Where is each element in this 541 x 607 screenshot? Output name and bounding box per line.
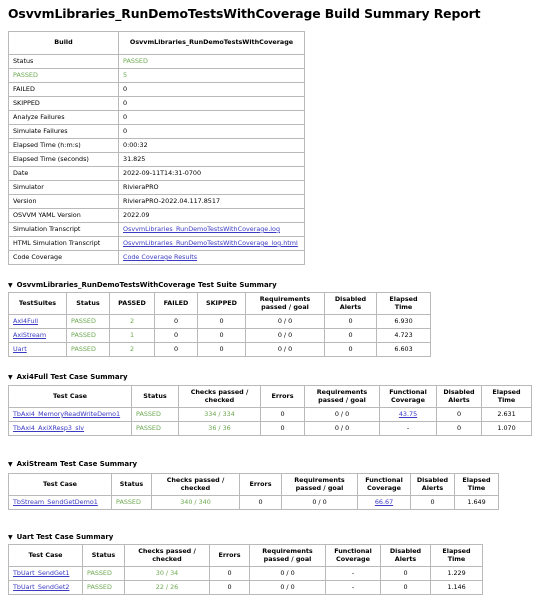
requirements-cell: 0 / 0 [250, 581, 326, 595]
errors-cell: 0 [240, 496, 282, 510]
page-title: OsvvmLibraries_RunDemoTestsWithCoverage Build Summary Report [8, 6, 481, 21]
code-coverage-link[interactable]: Code Coverage Results [123, 252, 198, 261]
column-header: Errors [240, 474, 282, 496]
column-header: TestSuites [9, 293, 67, 315]
functional-coverage-link[interactable]: 43.75 [398, 409, 418, 418]
build-row-label: OSVVM YAML Version [9, 209, 119, 223]
elapsed-time-cell: 1.070 [482, 422, 532, 436]
table-row [9, 422, 532, 436]
requirements-cell: 0 / 0 [305, 422, 380, 436]
skipped-cell: 0 [198, 315, 246, 329]
suite-summary-heading: OsvvmLibraries_RunDemoTestsWithCoverage Test Suite Summary [16, 281, 277, 289]
suite-summary-table [8, 292, 431, 357]
column-header: Requirements passed / goal [282, 474, 358, 496]
errors-cell: 0 [261, 408, 305, 422]
build-row-value: RivieraPRO-2022.04.117.8517 [119, 195, 305, 209]
triangle-down-icon: ▼ [8, 374, 13, 381]
build-row-label: HTML Simulation Transcript [9, 237, 119, 251]
test-case-link[interactable]: TbAxi4_AxiXResp3_slv [13, 423, 85, 432]
build-row-label: PASSED [9, 69, 119, 83]
requirements-cell: 0 / 0 [246, 329, 325, 343]
build-row-label: FAILED [9, 83, 119, 97]
elapsed-time-cell: 2.631 [482, 408, 532, 422]
suite-link-axi4full[interactable]: AxI4Full [13, 316, 39, 325]
disabled-alerts-cell: 0 [381, 581, 431, 595]
suite-link-axistream[interactable]: AxiStream [13, 330, 47, 339]
build-row-label: Simulator [9, 181, 119, 195]
disabled-alerts-cell: 0 [381, 567, 431, 581]
checks-cell: 36 / 36 [179, 422, 261, 436]
column-header: Functional Coverage [326, 545, 381, 567]
build-row-label: Elapsed Time (h:m:s) [9, 139, 119, 153]
functional-coverage-link[interactable]: 66.67 [374, 497, 394, 506]
column-header: Requirements passed / goal [246, 293, 325, 315]
elapsed-time-cell: 1.146 [431, 581, 483, 595]
axi4full-section-toggle[interactable] [8, 373, 128, 381]
disabled-alerts-cell: 0 [325, 315, 377, 329]
passed-cell: 2 [110, 343, 155, 357]
column-header: Errors [261, 386, 305, 408]
disabled-alerts-cell: 0 [325, 343, 377, 357]
table-row [9, 408, 532, 422]
failed-cell: 0 [155, 343, 198, 357]
test-case-link[interactable]: TbUart_SendGet2 [13, 582, 70, 591]
requirements-cell: 0 / 0 [282, 496, 358, 510]
build-row-value: 0:00:32 [119, 139, 305, 153]
column-header: Requirements passed / goal [305, 386, 380, 408]
build-row-label: Date [9, 167, 119, 181]
column-header: Test Case [9, 474, 112, 496]
build-row-label: Status [9, 55, 119, 69]
build-row-value: 0 [119, 83, 305, 97]
column-header: Status [83, 545, 125, 567]
triangle-down-icon: ▼ [8, 534, 13, 541]
disabled-alerts-cell: 0 [437, 422, 482, 436]
column-header: FAILED [155, 293, 198, 315]
build-status-value: PASSED [119, 55, 305, 69]
column-header: Functional Coverage [380, 386, 437, 408]
skipped-cell: 0 [198, 343, 246, 357]
table-row [9, 581, 483, 595]
axistream-section-toggle[interactable] [8, 460, 137, 468]
status-cell: PASSED [132, 408, 179, 422]
build-row-label: SKIPPED [9, 97, 119, 111]
table-row [9, 496, 499, 510]
status-cell: PASSED [83, 567, 125, 581]
column-header: Elapsed Time [377, 293, 431, 315]
column-header: PASSED [110, 293, 155, 315]
column-header: Requirements passed / goal [250, 545, 326, 567]
build-row-label: Simulate Failures [9, 125, 119, 139]
build-row-value: 0 [119, 125, 305, 139]
build-row-value: 31.825 [119, 153, 305, 167]
errors-cell: 0 [261, 422, 305, 436]
requirements-cell: 0 / 0 [305, 408, 380, 422]
suite-link-uart[interactable]: Uart [13, 344, 27, 353]
uart-section-toggle[interactable] [8, 533, 113, 541]
status-cell: PASSED [67, 315, 110, 329]
column-header: Test Case [9, 386, 132, 408]
elapsed-time-cell: 6.930 [377, 315, 431, 329]
checks-cell: 30 / 34 [125, 567, 210, 581]
build-summary-table [8, 31, 305, 265]
column-header: Disabled Alerts [437, 386, 482, 408]
elapsed-time-cell: 1.229 [431, 567, 483, 581]
build-row-value: 2022.09 [119, 209, 305, 223]
column-header: Elapsed Time [455, 474, 499, 496]
column-header: Status [67, 293, 110, 315]
disabled-alerts-cell: 0 [437, 408, 482, 422]
build-row-label: Code Coverage [9, 251, 119, 265]
passed-cell: 2 [110, 315, 155, 329]
test-case-link[interactable]: TbUart_SendGet1 [13, 568, 70, 577]
build-row-value: 0 [119, 111, 305, 125]
column-header: Elapsed Time [431, 545, 483, 567]
axistream-table [8, 473, 499, 510]
elapsed-time-cell: 1.649 [455, 496, 499, 510]
status-cell: PASSED [132, 422, 179, 436]
functional-coverage-cell: - [326, 567, 381, 581]
errors-cell: 0 [210, 567, 250, 581]
column-header: Checks passed / checked [179, 386, 261, 408]
status-cell: PASSED [67, 329, 110, 343]
build-row-label: Analyze Failures [9, 111, 119, 125]
column-header: Checks passed / checked [152, 474, 240, 496]
uart-heading: Uart Test Case Summary [16, 533, 114, 541]
axi4full-heading: Axi4Full Test Case Summary [16, 373, 128, 381]
column-header: Disabled Alerts [325, 293, 377, 315]
column-header: Test Case [9, 545, 83, 567]
requirements-cell: 0 / 0 [246, 343, 325, 357]
build-row-label: Simulation Transcript [9, 223, 119, 237]
table-row [9, 343, 431, 357]
build-row-value: 0 [119, 97, 305, 111]
status-cell: PASSED [83, 581, 125, 595]
elapsed-time-cell: 6.603 [377, 343, 431, 357]
checks-cell: 22 / 26 [125, 581, 210, 595]
build-row-label: Version [9, 195, 119, 209]
checks-cell: 340 / 340 [152, 496, 240, 510]
column-header: Functional Coverage [358, 474, 411, 496]
column-header: Disabled Alerts [411, 474, 455, 496]
simulation-transcript-link[interactable]: OsvvmLibraries_RunDemoTestsWithCoverage.log [123, 224, 280, 233]
status-cell: PASSED [112, 496, 152, 510]
axi4full-table [8, 385, 532, 436]
build-header-label: Build [9, 32, 119, 55]
errors-cell: 0 [210, 581, 250, 595]
column-header: Disabled Alerts [381, 545, 431, 567]
requirements-cell: 0 / 0 [250, 567, 326, 581]
disabled-alerts-cell: 0 [325, 329, 377, 343]
table-row [9, 315, 431, 329]
checks-cell: 334 / 334 [179, 408, 261, 422]
elapsed-time-cell: 4.723 [377, 329, 431, 343]
column-header: Status [112, 474, 152, 496]
table-row [9, 567, 483, 581]
build-row-value: RivieraPRO [119, 181, 305, 195]
test-case-link[interactable]: TbStream_SendGetDemo1 [13, 497, 98, 506]
suite-summary-section-toggle[interactable] [8, 281, 277, 289]
uart-table [8, 544, 483, 595]
passed-cell: 1 [110, 329, 155, 343]
build-row-label: Elapsed Time (seconds) [9, 153, 119, 167]
column-header: Status [132, 386, 179, 408]
failed-cell: 0 [155, 329, 198, 343]
functional-coverage-cell: - [326, 581, 381, 595]
disabled-alerts-cell: 0 [411, 496, 455, 510]
column-header: Elapsed Time [482, 386, 532, 408]
skipped-cell: 0 [198, 329, 246, 343]
triangle-down-icon: ▼ [8, 461, 13, 468]
build-header-value: OsvvmLibraries_RunDemoTestsWithCoverage [119, 32, 305, 55]
table-row [9, 329, 431, 343]
column-header: SKIPPED [198, 293, 246, 315]
column-header: Errors [210, 545, 250, 567]
axistream-heading: AxiStream Test Case Summary [16, 460, 138, 468]
column-header: Checks passed / checked [125, 545, 210, 567]
build-row-value: 2022-09-11T14:31-0700 [119, 167, 305, 181]
triangle-down-icon: ▼ [8, 282, 13, 289]
failed-cell: 0 [155, 315, 198, 329]
build-passed-value: 5 [119, 69, 305, 83]
status-cell: PASSED [67, 343, 110, 357]
html-transcript-link[interactable]: OsvvmLibraries_RunDemoTestsWithCoverage_log.html [123, 238, 298, 247]
test-case-link[interactable]: TbAxi4_MemoryReadWriteDemo1 [13, 409, 121, 418]
requirements-cell: 0 / 0 [246, 315, 325, 329]
functional-coverage-cell: - [380, 422, 437, 436]
